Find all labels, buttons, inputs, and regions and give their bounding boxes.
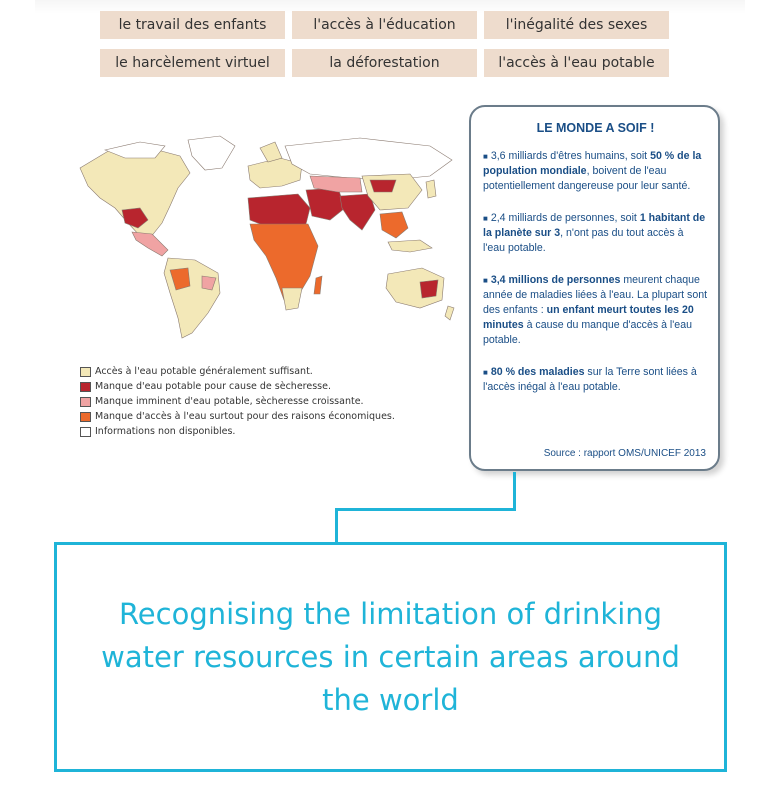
map-region-middle-east (306, 188, 345, 220)
fact-highlight: 1 habitant de la planète sur 3 (483, 212, 706, 239)
square-bullet-icon: ■ (483, 152, 488, 161)
legend-label: Manque d'accès à l'eau surtout pour des raisons économiques. (95, 411, 395, 422)
map-region-greenland (188, 136, 235, 170)
fact-text: 2,4 milliards de personnes, soit (490, 212, 640, 224)
card-fact-3 (483, 273, 708, 348)
info-card-world-thirst (469, 105, 720, 471)
legend-swatch (80, 367, 91, 377)
map-region-central-america (132, 232, 168, 256)
map-region-japan (426, 180, 436, 198)
callout-box (54, 542, 727, 772)
map-region-australia-east-red (420, 280, 438, 298)
fact-text: meurent chaque année de maladies liées à l'eau. La plupart sont des enfants : (483, 274, 708, 316)
map-region-south-asia (340, 194, 375, 230)
legend-swatch (80, 412, 91, 422)
legend-item (80, 379, 395, 394)
map-region-madagascar (314, 276, 322, 294)
legend-swatch (80, 397, 91, 407)
card-fact-4 (483, 365, 708, 395)
legend-label: Manque imminent d'eau potable, sècheresse croissante. (95, 396, 364, 407)
fact-highlight: 50 % de la population mondiale (483, 150, 702, 177)
world-water-map (70, 128, 460, 343)
card-source: Source : rapport OMS/UNICEF 2013 (543, 448, 706, 459)
legend-item (80, 424, 395, 439)
card-fact-1 (483, 149, 708, 194)
legend-label: Informations non disponibles. (95, 426, 236, 437)
fact-highlight: un enfant meurt toutes les 20 minutes (483, 304, 694, 331)
topic-tag-cyberbullying: le harcèlement virtuel (100, 49, 285, 77)
legend-item (80, 394, 395, 409)
fact-text: , n'ont pas du tout accès à l'eau potable. (483, 227, 684, 254)
fact-highlight: 3,4 millions de personnes (490, 274, 621, 286)
map-region-new-zealand (445, 306, 454, 320)
legend-swatch (80, 382, 91, 392)
topic-tag-child-labour: le travail des enfants (100, 11, 285, 39)
map-region-indonesia (388, 240, 432, 252)
legend-item (80, 409, 395, 424)
map-region-china-north-red (370, 180, 396, 192)
square-bullet-icon: ■ (483, 368, 488, 377)
fact-text: sur la Terre sont liées à l'accès inégal à l'eau potable. (483, 366, 697, 393)
map-region-southern-africa (282, 288, 302, 310)
legend-item (80, 364, 395, 379)
map-legend (80, 364, 395, 439)
legend-swatch (80, 427, 91, 437)
fact-text: 3,6 milliards d'êtres humains, soit (490, 150, 651, 162)
connector-line-vertical-bottom (335, 508, 338, 544)
fact-highlight: 80 % des maladies (490, 366, 585, 378)
card-fact-2 (483, 211, 708, 256)
topic-tag-deforestation: la déforestation (292, 49, 477, 77)
topic-tag-education: l'accès à l'éducation (292, 11, 477, 39)
legend-label: Manque d'eau potable pour cause de sècheresse. (95, 381, 331, 392)
square-bullet-icon: ■ (483, 214, 488, 223)
square-bullet-icon: ■ (483, 276, 488, 285)
topic-tag-gender-inequality: l'inégalité des sexes (484, 11, 669, 39)
connector-line-vertical-top (513, 472, 516, 511)
map-region-north-africa (248, 194, 310, 228)
card-title: LE MONDE A SOIF ! (536, 121, 655, 135)
map-region-russia (285, 138, 452, 180)
map-region-scandinavia (260, 142, 282, 162)
map-region-southeast-asia (380, 212, 408, 238)
topic-tag-drinking-water: l'accès à l'eau potable (484, 49, 669, 77)
callout-text: Recognising the limitation of drinking water resources in certain areas around the world (101, 596, 680, 717)
fact-text: , boivent de l'eau potentiellement dangereuse pour leur santé. (483, 165, 691, 192)
connector-line-horizontal (335, 508, 516, 511)
fact-text: à cause du manque d'accès à l'eau potable. (483, 319, 692, 346)
legend-label: Accès à l'eau potable généralement suffisant. (95, 366, 313, 377)
